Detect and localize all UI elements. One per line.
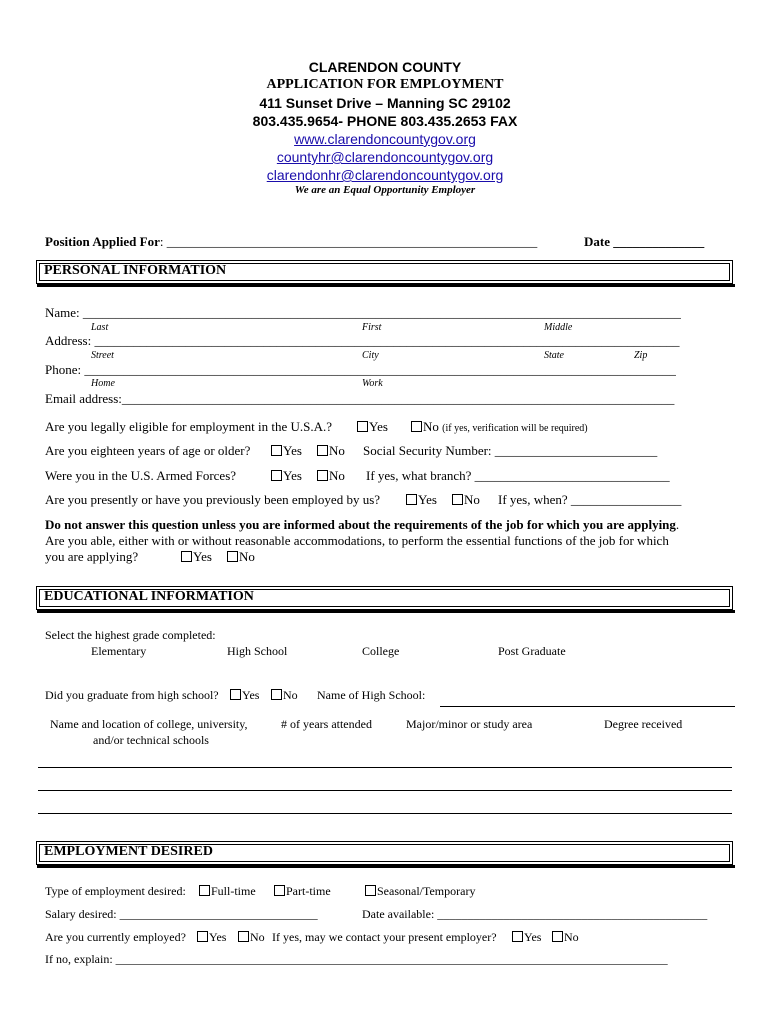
address-field[interactable]: Address: __________________________________________________________________________________________	[45, 333, 680, 348]
full-time-checkbox[interactable]	[199, 885, 210, 896]
county-name: CLARENDON COUNTY	[308, 59, 462, 75]
current-yes-option[interactable]: Yes	[197, 930, 226, 945]
employed-no-option[interactable]: No	[452, 492, 480, 508]
branch-field[interactable]: If yes, what branch? ______________________________	[366, 468, 670, 483]
contact-yes-checkbox[interactable]	[512, 931, 523, 942]
position-applied-field[interactable]: Position Applied For: _________________________________________________________	[45, 234, 538, 249]
address-city-caption: City	[362, 350, 379, 361]
grade-college[interactable]: College	[362, 644, 400, 658]
col-degree: Degree received	[604, 717, 683, 731]
current-yes-checkbox[interactable]	[197, 931, 208, 942]
website-link[interactable]: www.clarendoncountygov.org	[294, 131, 476, 147]
previously-employed-question: Are you presently or have you previously been employed by us?	[45, 492, 381, 507]
grade-post-graduate[interactable]: Post Graduate	[498, 644, 566, 658]
seasonal-option[interactable]: Seasonal/Temporary	[365, 884, 475, 899]
part-time-option[interactable]: Part-time	[274, 884, 331, 899]
graduate-no-checkbox[interactable]	[271, 689, 282, 700]
name-middle-caption: Middle	[544, 322, 573, 333]
employment-header	[36, 841, 733, 865]
phone-work-caption: Work	[362, 378, 383, 389]
contact-yes-option[interactable]: Yes	[512, 930, 541, 945]
current-no-option[interactable]: No	[238, 930, 265, 945]
armed-forces-question: Were you in the U.S. Armed Forces?	[45, 468, 237, 483]
armed-yes-checkbox[interactable]	[271, 470, 282, 481]
high-school-name-input[interactable]	[440, 706, 735, 707]
able-yes-option[interactable]: Yes	[181, 549, 212, 565]
employed-when-field[interactable]: If yes, when? _________________	[498, 492, 682, 507]
col-years-attended: # of years attended	[281, 717, 372, 731]
seasonal-checkbox[interactable]	[365, 885, 376, 896]
explain-field[interactable]: If no, explain: ____________________________________________________________________________________________	[45, 952, 668, 966]
date-field[interactable]: Date ______________	[584, 234, 705, 249]
grade-high-school[interactable]: High School	[227, 644, 288, 658]
contact-no-checkbox[interactable]	[552, 931, 563, 942]
graduate-yes-checkbox[interactable]	[230, 689, 241, 700]
salary-field[interactable]: Salary desired: _________________________________	[45, 907, 318, 921]
employment-title: EMPLOYMENT DESIRED	[44, 844, 213, 859]
eligibility-question: Are you legally eligible for employment in the U.S.A.?	[45, 419, 333, 434]
contact-employer-question: If yes, may we contact your present employer?	[272, 930, 497, 944]
address-zip-caption: Zip	[634, 350, 648, 361]
age-no-checkbox[interactable]	[317, 445, 328, 456]
employed-no-checkbox[interactable]	[452, 494, 463, 505]
graduate-yes-option[interactable]: Yes	[230, 688, 259, 703]
form-title: APPLICATION FOR EMPLOYMENT	[266, 77, 504, 92]
col-college-name: Name and location of college, university,	[50, 717, 248, 731]
eligible-verification-note: (if yes, verification will be required)	[442, 423, 588, 434]
contact-no-option[interactable]: No	[552, 930, 579, 945]
graduate-question: Did you graduate from high school?	[45, 688, 219, 702]
grade-elementary[interactable]: Elementary	[91, 644, 147, 658]
able-question-line-2: you are applying?	[45, 549, 139, 564]
personal-info-title: PERSONAL INFORMATION	[44, 263, 227, 278]
address-state-caption: State	[544, 350, 564, 361]
education-row-input-2[interactable]	[38, 790, 732, 791]
eligible-yes-option[interactable]: Yes	[357, 419, 388, 435]
eoe-statement: We are an Equal Opportunity Employer	[294, 184, 476, 196]
eligible-yes-checkbox[interactable]	[357, 421, 368, 432]
county-address: 411 Sunset Drive – Manning SC 29102	[259, 95, 511, 111]
eligible-no-option[interactable]: No (if yes, verification will be required)	[411, 419, 588, 435]
col-college-name-2: and/or technical schools	[93, 733, 209, 747]
age-yes-option[interactable]: Yes	[271, 443, 302, 459]
name-field[interactable]: Name: ____________________________________________________________________________________________	[45, 305, 681, 320]
county-phone-fax: 803.435.9654- PHONE 803.435.2653 FAX	[252, 113, 518, 129]
highest-grade-label: Select the highest grade completed:	[45, 628, 216, 642]
currently-employed-question: Are you currently employed?	[45, 930, 186, 944]
able-yes-checkbox[interactable]	[181, 551, 192, 562]
full-time-option[interactable]: Full-time	[199, 884, 256, 899]
personal-info-header	[36, 260, 733, 284]
age-question: Are you eighteen years of age or older?	[45, 443, 251, 458]
address-street-caption: Street	[91, 350, 114, 361]
current-no-checkbox[interactable]	[238, 931, 249, 942]
employment-type-label: Type of employment desired:	[45, 884, 186, 898]
armed-no-checkbox[interactable]	[317, 470, 328, 481]
email-field[interactable]: Email address:_____________________________________________________________________________________	[45, 391, 675, 406]
education-title: EDUCATIONAL INFORMATION	[44, 589, 254, 604]
email-link-hr[interactable]: countyhr@clarendoncountygov.org	[276, 149, 494, 165]
phone-home-caption: Home	[91, 378, 115, 389]
armed-yes-option[interactable]: Yes	[271, 468, 302, 484]
able-question-line-1: Are you able, either with or without reasonable accommodations, to perform the essential functions of the job for which	[45, 533, 669, 548]
age-no-option[interactable]: No	[317, 443, 345, 459]
email-link-clarendonhr[interactable]: clarendonhr@clarendoncountygov.org	[266, 167, 504, 183]
phone-field[interactable]: Phone: ___________________________________________________________________________________________	[45, 362, 676, 377]
col-major: Major/minor or study area	[406, 717, 533, 731]
date-available-field[interactable]: Date available: _____________________________________________	[362, 907, 708, 921]
part-time-checkbox[interactable]	[274, 885, 285, 896]
ssn-field[interactable]: Social Security Number: _________________________	[363, 443, 658, 458]
able-no-option[interactable]: No	[227, 549, 255, 565]
requirements-notice: Do not answer this question unless you are informed about the requirements of the job for which you are applying.	[45, 517, 680, 532]
position-label: Position Applied For	[45, 234, 160, 249]
employed-yes-checkbox[interactable]	[406, 494, 417, 505]
education-row-input-1[interactable]	[38, 767, 732, 768]
high-school-name-label: Name of High School:	[317, 688, 426, 702]
eligible-no-checkbox[interactable]	[411, 421, 422, 432]
able-no-checkbox[interactable]	[227, 551, 238, 562]
graduate-no-option[interactable]: No	[271, 688, 298, 703]
name-last-caption: Last	[91, 322, 109, 333]
education-header	[36, 586, 733, 610]
education-row-input-3[interactable]	[38, 813, 732, 814]
name-first-caption: First	[362, 322, 382, 333]
employed-yes-option[interactable]: Yes	[406, 492, 437, 508]
age-yes-checkbox[interactable]	[271, 445, 282, 456]
armed-no-option[interactable]: No	[317, 468, 345, 484]
